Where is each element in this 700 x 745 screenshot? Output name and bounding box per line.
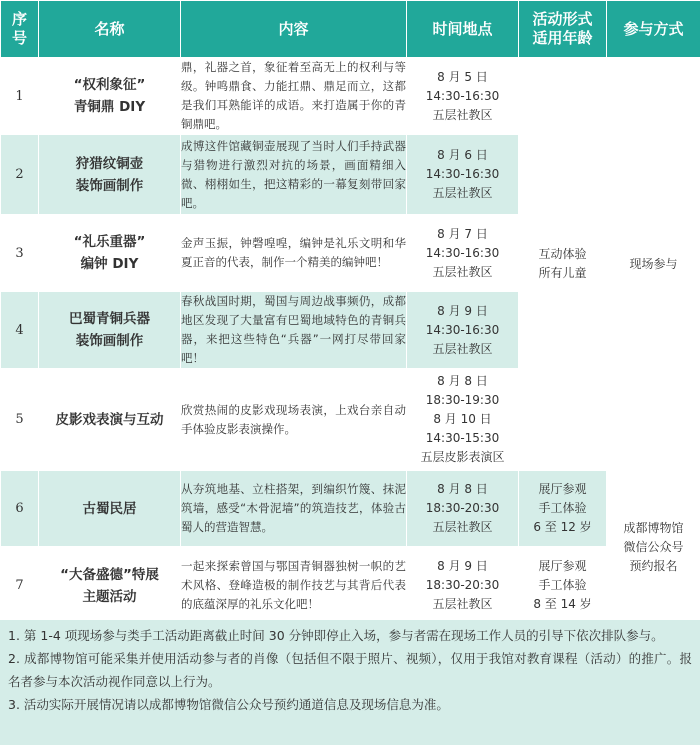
- note-item: 1. 第 1-4 项现场参与类手工活动距离截止时间 30 分钟即停止入场，参与者需在现场工作人员的引导下依次排队参与。: [8, 628, 664, 643]
- header-form: 活动形式 适用年龄: [519, 1, 607, 58]
- notes-section: [0, 620, 700, 745]
- row-content: 金声玉振，钟磬喤喤，编钟是礼乐文明和华夏正音的代表，制作一个精美的编钟吧！: [181, 215, 407, 292]
- row-time: 8 月 5 日 14:30-16:30 五层社教区: [407, 58, 519, 135]
- row-name: “权利象征” 青铜鼎 DIY: [39, 58, 181, 135]
- row-no: 5: [1, 369, 39, 471]
- row-no: 2: [1, 135, 39, 215]
- row-no: 3: [1, 215, 39, 292]
- table-row: [1, 58, 700, 135]
- row-name: 古蜀民居: [39, 471, 181, 547]
- row-name: 巴蜀青铜兵器 装饰画制作: [39, 292, 181, 369]
- row-name: 皮影戏表演与互动: [39, 369, 181, 471]
- row-time: 8 月 8 日 18:30-20:30 五层社教区: [407, 471, 519, 547]
- join-method-wechat: 成都博物馆 微信公众号 预约报名: [607, 471, 700, 625]
- row-name: “礼乐重器” 编钟 DIY: [39, 215, 181, 292]
- row-content: 鼎，礼器之首，象征着至高无上的权利与等级。钟鸣鼎食、力能扛鼎、鼎足而立，这都是我们耳熟能详的成语。来打造属于你的青铜鼎吧。: [181, 58, 407, 135]
- row-form-age: 展厅参观 手工体验 8 至 14 岁: [519, 547, 607, 625]
- header-join: 参与方式: [607, 1, 700, 58]
- table-header-row: [1, 1, 700, 58]
- row-time: 8 月 8 日 18:30-19:30 8 月 10 日 14:30-15:30 五层皮影表演区: [407, 369, 519, 471]
- row-content: 成博这件馆藏铜壶展现了当时人们手持武器与猎物进行激烈对抗的场景，画面精细入微、栩栩如生，把这精彩的一幕复刻带回家吧。: [181, 135, 407, 215]
- row-name: “大备盛德”特展 主题活动: [39, 547, 181, 625]
- row-content: 一起来探索曾国与鄂国青铜器独树一帜的艺术风格、登峰造极的制作技艺与其背后代表的底蕴深厚的礼乐文化吧！: [181, 547, 407, 625]
- row-form-age: 展厅参观 手工体验 6 至 12 岁: [519, 471, 607, 547]
- row-content: 从夯筑地基、立柱搭架，到编织竹篾、抹泥筑墙，感受“木骨泥墙”的筑造技艺，体验古蜀人的营造智慧。: [181, 471, 407, 547]
- row-no: 6: [1, 471, 39, 547]
- row-no: 1: [1, 58, 39, 135]
- row-time: 8 月 6 日 14:30-16:30 五层社教区: [407, 135, 519, 215]
- table-row: [1, 547, 700, 625]
- row-time: 8 月 9 日 18:30-20:30 五层社教区: [407, 547, 519, 625]
- row-content: 欣赏热闹的皮影戏现场表演，上戏台亲自动手体验皮影表演操作。: [181, 369, 407, 471]
- header-time: 时间地点: [407, 1, 519, 58]
- note-item: 2. 成都博物馆可能采集并使用活动参与者的肖像（包括但不限于照片、视频），仅用于我馆对教育课程（活动）的推广。报名者参与本次活动视作同意以上行为。: [8, 651, 692, 689]
- header-no: 序号: [1, 1, 39, 58]
- form-age-merged: 互动体验 所有儿童: [519, 58, 607, 471]
- header-name: 名称: [39, 1, 181, 58]
- header-content: 内容: [181, 1, 407, 58]
- row-no: 4: [1, 292, 39, 369]
- row-content: 春秋战国时期，蜀国与周边战事频仍，成都地区发现了大量富有巴蜀地域特色的青铜兵器，来把这些特色“兵器”一网打尽带回家吧！: [181, 292, 407, 369]
- row-no: 7: [1, 547, 39, 625]
- row-time: 8 月 7 日 14:30-16:30 五层社教区: [407, 215, 519, 292]
- note-item: 3. 活动实际开展情况请以成都博物馆微信公众号预约通道信息及现场信息为准。: [8, 697, 449, 712]
- row-name: 狩猎纹铜壶 装饰画制作: [39, 135, 181, 215]
- row-time: 8 月 9 日 14:30-16:30 五层社教区: [407, 292, 519, 369]
- table-row: [1, 471, 700, 547]
- join-method-onsite: 现场参与: [607, 58, 700, 471]
